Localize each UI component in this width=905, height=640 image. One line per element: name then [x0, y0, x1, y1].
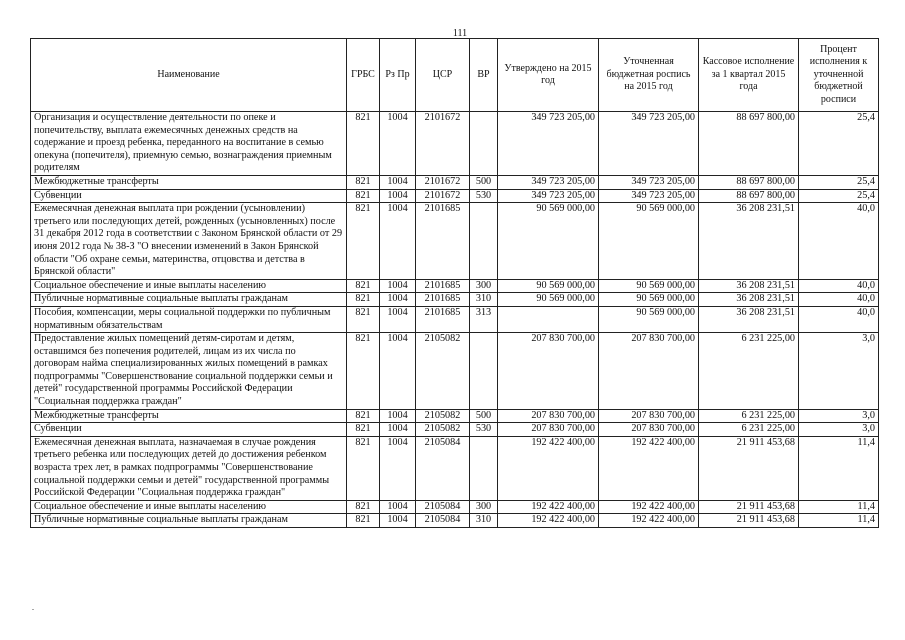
cell-csr: 2101685 [416, 293, 470, 307]
cell-vr [470, 436, 498, 500]
cell-grbs: 821 [347, 500, 380, 514]
cell-cash: 6 231 225,00 [699, 333, 799, 410]
cell-rzpr: 1004 [380, 409, 416, 423]
cell-cash: 36 208 231,51 [699, 306, 799, 332]
cell-percent: 11,4 [799, 436, 879, 500]
cell-percent: 3,0 [799, 423, 879, 437]
cell-cash: 88 697 800,00 [699, 175, 799, 189]
cell-grbs: 821 [347, 189, 380, 203]
table-row [31, 203, 879, 280]
page-mark: . [32, 603, 34, 612]
cell-percent: 25,4 [799, 112, 879, 176]
cell-name: Субвенции [31, 423, 347, 437]
cell-vr: 500 [470, 175, 498, 189]
cell-name: Предоставление жилых помещений детям-сиротам и детям, оставшимся без попечения родителей, лицам из их числа по договорам найма специализированных жилых помещений в рамках подпрограммы "Совершенствование социальной поддержки семьи и детей" государственной программы Российской Федерации "Социальная поддержка граждан" [31, 333, 347, 410]
cell-percent: 11,4 [799, 500, 879, 514]
header-csr: ЦСР [416, 39, 470, 112]
cell-vr: 313 [470, 306, 498, 332]
cell-rzpr: 1004 [380, 500, 416, 514]
cell-vr: 530 [470, 423, 498, 437]
header-refined: Уточненная бюджетная роспись на 2015 год [599, 39, 699, 112]
cell-refined: 207 830 700,00 [599, 333, 699, 410]
cell-vr [470, 112, 498, 176]
cell-csr: 2101672 [416, 175, 470, 189]
table-row [31, 333, 879, 410]
header-row [31, 39, 879, 112]
cell-name: Социальное обеспечение и иные выплаты населению [31, 500, 347, 514]
cell-approved: 207 830 700,00 [498, 423, 599, 437]
cell-approved: 192 422 400,00 [498, 436, 599, 500]
cell-csr: 2105084 [416, 500, 470, 514]
cell-cash: 88 697 800,00 [699, 189, 799, 203]
cell-vr: 530 [470, 189, 498, 203]
cell-refined: 207 830 700,00 [599, 423, 699, 437]
cell-percent: 25,4 [799, 175, 879, 189]
cell-approved: 207 830 700,00 [498, 333, 599, 410]
cell-grbs: 821 [347, 306, 380, 332]
table-row [31, 409, 879, 423]
table-row [31, 500, 879, 514]
table-row [31, 423, 879, 437]
budget-table [30, 38, 879, 528]
cell-vr: 310 [470, 293, 498, 307]
cell-rzpr: 1004 [380, 279, 416, 293]
cell-rzpr: 1004 [380, 112, 416, 176]
cell-csr: 2101672 [416, 112, 470, 176]
cell-percent: 11,4 [799, 514, 879, 528]
cell-csr: 2101685 [416, 203, 470, 280]
cell-percent: 40,0 [799, 279, 879, 293]
cell-vr [470, 203, 498, 280]
cell-rzpr: 1004 [380, 333, 416, 410]
cell-grbs: 821 [347, 279, 380, 293]
cell-cash: 6 231 225,00 [699, 423, 799, 437]
cell-grbs: 821 [347, 203, 380, 280]
cell-refined: 90 569 000,00 [599, 306, 699, 332]
header-rzpr: Рз Пр [380, 39, 416, 112]
cell-approved: 90 569 000,00 [498, 293, 599, 307]
cell-name: Ежемесячная денежная выплата, назначаемая в случае рождения третьего ребенка или последующих детей до достижения ребенком возраста трех лет, в рамках подпрограммы "Совершенствование социальной поддержки семьи и детей" государственной программы Российской Федерации "Социальная поддержка граждан" [31, 436, 347, 500]
cell-approved: 192 422 400,00 [498, 514, 599, 528]
cell-grbs: 821 [347, 423, 380, 437]
cell-cash: 6 231 225,00 [699, 409, 799, 423]
cell-csr: 2105084 [416, 514, 470, 528]
cell-rzpr: 1004 [380, 306, 416, 332]
cell-csr: 2105084 [416, 436, 470, 500]
table-row [31, 436, 879, 500]
cell-vr: 500 [470, 409, 498, 423]
cell-rzpr: 1004 [380, 436, 416, 500]
cell-grbs: 821 [347, 409, 380, 423]
cell-csr: 2105082 [416, 409, 470, 423]
table-row [31, 279, 879, 293]
cell-vr: 310 [470, 514, 498, 528]
cell-name: Публичные нормативные социальные выплаты гражданам [31, 514, 347, 528]
cell-name: Социальное обеспечение и иные выплаты населению [31, 279, 347, 293]
cell-name: Межбюджетные трансферты [31, 175, 347, 189]
cell-name: Пособия, компенсации, меры социальной поддержки по публичным нормативным обязательствам [31, 306, 347, 332]
cell-approved: 90 569 000,00 [498, 279, 599, 293]
cell-grbs: 821 [347, 333, 380, 410]
cell-grbs: 821 [347, 436, 380, 500]
cell-name: Публичные нормативные социальные выплаты гражданам [31, 293, 347, 307]
cell-rzpr: 1004 [380, 423, 416, 437]
cell-cash: 21 911 453,68 [699, 436, 799, 500]
cell-grbs: 821 [347, 514, 380, 528]
cell-percent: 40,0 [799, 203, 879, 280]
header-cash: Кассовое исполнение за 1 квартал 2015 года [699, 39, 799, 112]
cell-approved [498, 306, 599, 332]
table-row [31, 175, 879, 189]
header-vr: ВР [470, 39, 498, 112]
cell-rzpr: 1004 [380, 203, 416, 280]
cell-refined: 349 723 205,00 [599, 189, 699, 203]
cell-cash: 21 911 453,68 [699, 514, 799, 528]
cell-name: Субвенции [31, 189, 347, 203]
cell-cash: 36 208 231,51 [699, 293, 799, 307]
cell-percent: 3,0 [799, 333, 879, 410]
cell-cash: 36 208 231,51 [699, 203, 799, 280]
cell-name: Ежемесячная денежная выплата при рождении (усыновлении) третьего или последующих детей, рожденных (усыновленных) после 31 декабря 2012 года в соответствии с Законом Брянской области от 29 июня 2012 года № 38-З "О внесении изменений в Закон Брянской области "Об охране семьи, материнства, отцовства и детства в Брянской области" [31, 203, 347, 280]
cell-cash: 21 911 453,68 [699, 500, 799, 514]
cell-vr: 300 [470, 279, 498, 293]
cell-refined: 349 723 205,00 [599, 175, 699, 189]
cell-percent: 40,0 [799, 293, 879, 307]
cell-percent: 3,0 [799, 409, 879, 423]
cell-grbs: 821 [347, 112, 380, 176]
table-row [31, 189, 879, 203]
cell-refined: 207 830 700,00 [599, 409, 699, 423]
cell-name: Организация и осуществление деятельности по опеке и попечительству, выплата ежемесячных денежных средств на содержание и проезд ребенка, переданного на воспитание в семью опекуна (попечителя), приемную семью, вознаграждения приемным родителям [31, 112, 347, 176]
cell-csr: 2101685 [416, 306, 470, 332]
cell-refined: 349 723 205,00 [599, 112, 699, 176]
cell-rzpr: 1004 [380, 189, 416, 203]
table-row [31, 293, 879, 307]
cell-rzpr: 1004 [380, 175, 416, 189]
cell-vr: 300 [470, 500, 498, 514]
table-row [31, 306, 879, 332]
cell-approved: 349 723 205,00 [498, 175, 599, 189]
page-number: 111 [452, 28, 468, 39]
header-grbs: ГРБС [347, 39, 380, 112]
header-percent: Процент исполнения к уточненной бюджетной росписи [799, 39, 879, 112]
cell-csr: 2105082 [416, 333, 470, 410]
cell-cash: 36 208 231,51 [699, 279, 799, 293]
cell-refined: 90 569 000,00 [599, 203, 699, 280]
cell-csr: 2101685 [416, 279, 470, 293]
cell-rzpr: 1004 [380, 293, 416, 307]
cell-grbs: 821 [347, 293, 380, 307]
cell-percent: 25,4 [799, 189, 879, 203]
header-name: Наименование [31, 39, 347, 112]
cell-approved: 90 569 000,00 [498, 203, 599, 280]
cell-approved: 207 830 700,00 [498, 409, 599, 423]
cell-csr: 2105082 [416, 423, 470, 437]
cell-refined: 192 422 400,00 [599, 500, 699, 514]
cell-grbs: 821 [347, 175, 380, 189]
cell-vr [470, 333, 498, 410]
cell-csr: 2101672 [416, 189, 470, 203]
cell-name: Межбюджетные трансферты [31, 409, 347, 423]
table-row [31, 514, 879, 528]
cell-refined: 192 422 400,00 [599, 514, 699, 528]
cell-cash: 88 697 800,00 [699, 112, 799, 176]
cell-refined: 192 422 400,00 [599, 436, 699, 500]
cell-approved: 349 723 205,00 [498, 189, 599, 203]
table-row [31, 112, 879, 176]
cell-refined: 90 569 000,00 [599, 279, 699, 293]
cell-approved: 192 422 400,00 [498, 500, 599, 514]
cell-percent: 40,0 [799, 306, 879, 332]
cell-refined: 90 569 000,00 [599, 293, 699, 307]
header-approved: Утверждено на 2015 год [498, 39, 599, 112]
cell-approved: 349 723 205,00 [498, 112, 599, 176]
cell-rzpr: 1004 [380, 514, 416, 528]
